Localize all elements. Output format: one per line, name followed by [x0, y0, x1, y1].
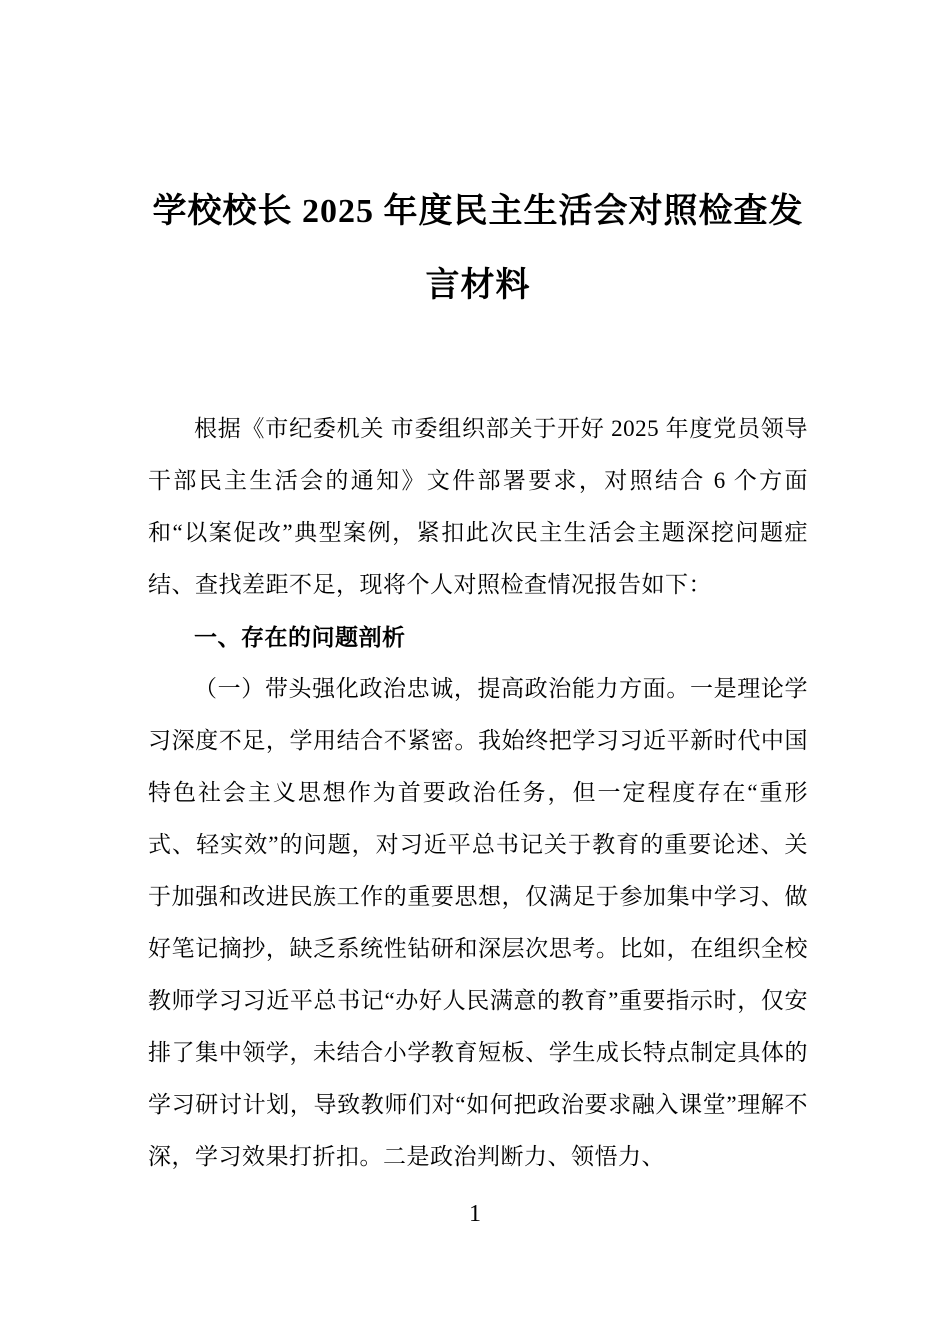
- document-title: 学校校长 2025 年度民主生活会对照检查发言材料: [152, 193, 804, 304]
- intro-paragraph: 根据《市纪委机关 市委组织部关于开好 2025 年度党员领导干部民主生活会的通知》文件部署要求，对照结合 6 个方面和“以案促改”典型案例，紧扣此次民主生活会主题深挖问题症结、查找差距不足，现将个人对照检查情况报告如下：: [148, 416, 808, 597]
- body-paragraph: （一）带头强化政治忠诚，提高政治能力方面。一是理论学习深度不足，学用结合不紧密。我始终把学习习近平新时代中国特色社会主义思想作为首要政治任务，但一定程度存在“重形式、轻实效”的问题，对习近平总书记关于教育的重要论述、关于加强和改进民族工作的重要思想，仅满足于参加集中学习、做好笔记摘抄，缺乏系统性钻研和深层次思考。比如，在组织全校教师学习习近平总书记“办好人民满意的教育”重要指示时，仅安排了集中领学，未结合小学教育短板、学生成长特点制定具体的学习研讨计划，导致教师们对“如何把政治要求融入课堂”理解不深，学习效果打折扣。二是政治判断力、领悟力、: [148, 676, 808, 1169]
- page-number: 1: [469, 1201, 481, 1227]
- section-heading: 一、存在的问题剖析: [194, 624, 406, 650]
